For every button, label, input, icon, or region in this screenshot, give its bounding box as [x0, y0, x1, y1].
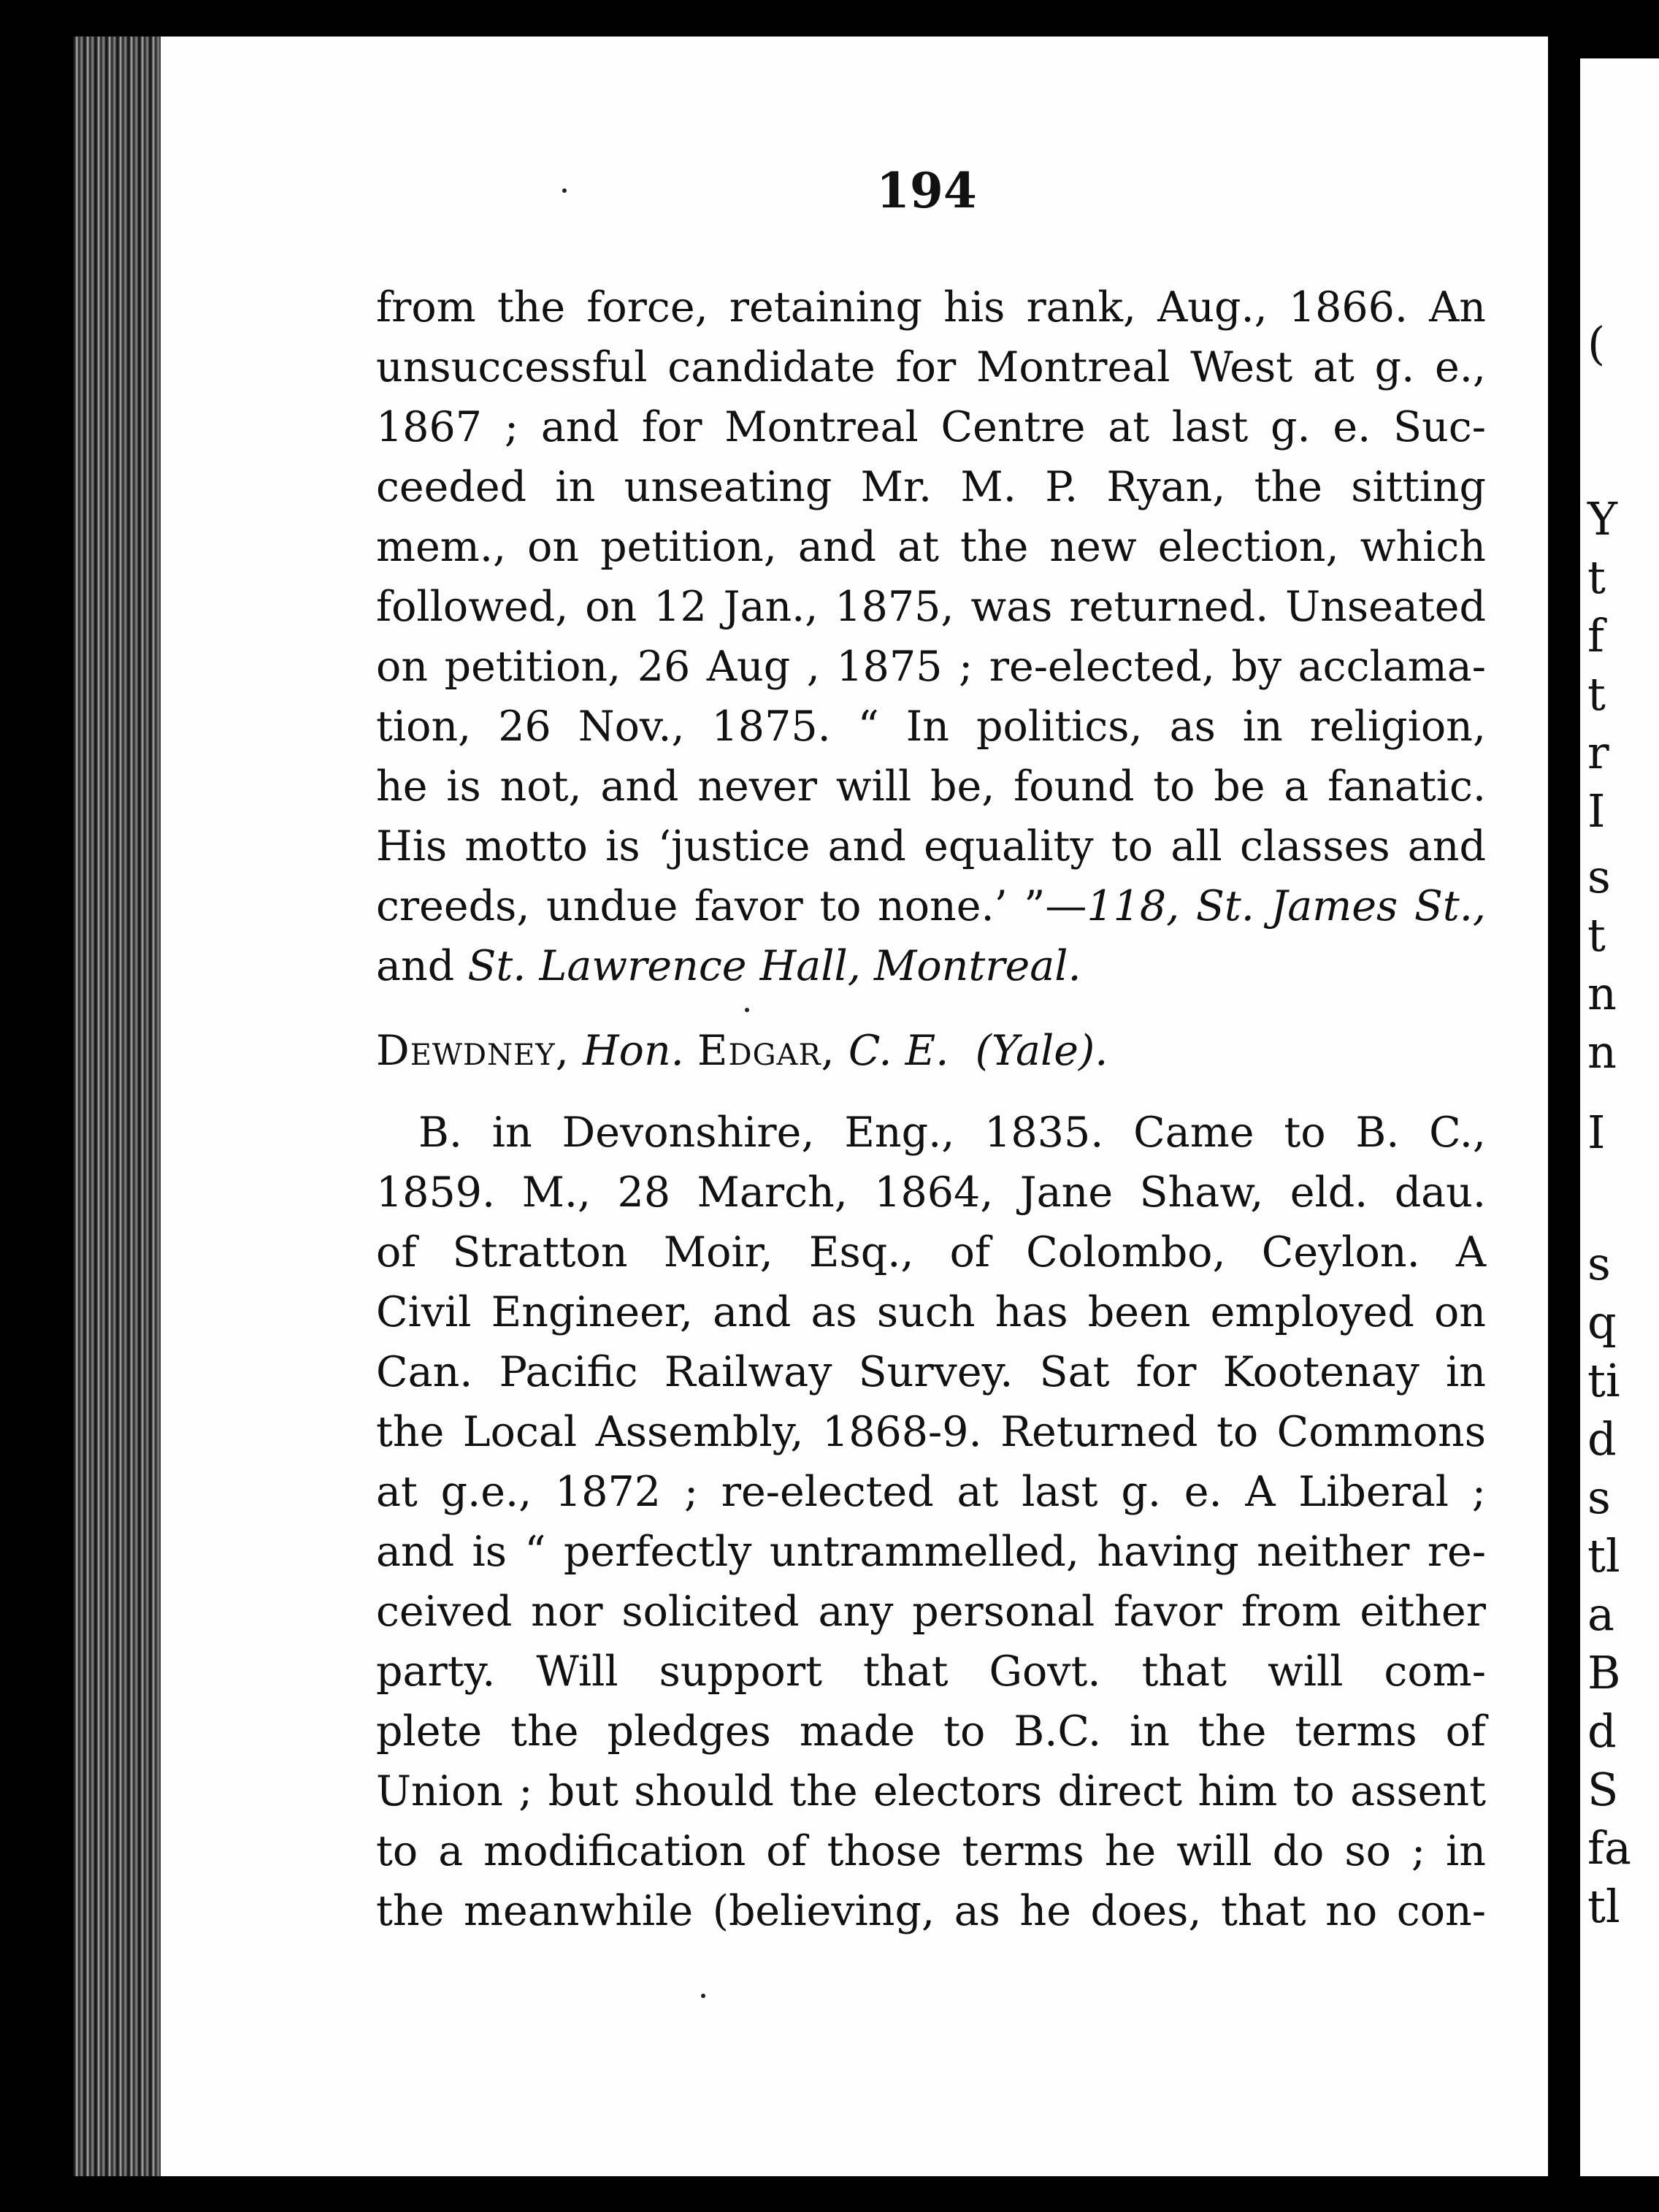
text-line: Civil Engineer, and as such has been employed on: [376, 1288, 1486, 1336]
text-line: [376, 876, 1486, 936]
adjacent-page-letter: tl: [1587, 1529, 1620, 1583]
text-line: and is “ perfectly untrammelled, having neither re-: [376, 1528, 1486, 1576]
text-line: unsuccessful candidate for Montreal West at g. e.,: [376, 343, 1486, 391]
text-line: on petition, 26 Aug , 1875 ; re-elected, by acclama-: [376, 643, 1486, 691]
text-line: His motto is ‘justice and equality to all classes and: [376, 822, 1486, 870]
text-line: he is not, and never will be, found to be a fanatic.: [376, 762, 1486, 811]
entry-surname: Dewdney,: [376, 1027, 570, 1075]
text-line: Union ; but should the electors direct him to assent: [376, 1767, 1486, 1815]
text-line: [376, 936, 1486, 996]
entry-title: Hon.: [582, 1027, 684, 1075]
text-line: the Local Assembly, 1868-9. Returned to Commons: [376, 1408, 1486, 1456]
address-plain: and: [376, 942, 468, 990]
adjacent-page-letter: I: [1587, 1106, 1606, 1159]
text-line: ceived nor solicited any personal favor from either: [376, 1588, 1486, 1636]
adjacent-page-letter: d: [1587, 1412, 1617, 1466]
text-line: to a modification of those terms he will do so ; in: [376, 1827, 1486, 1875]
page-body: [376, 278, 1486, 1941]
adjacent-page-letter: ti: [1587, 1354, 1620, 1407]
adjacent-page-letter: Y: [1587, 492, 1617, 546]
text-line: from the force, retaining his rank, Aug., 1866. An: [376, 283, 1486, 332]
text-line: tion, 26 Nov., 1875. “ In politics, as in religion,: [376, 703, 1486, 751]
adjacent-page-letter: s: [1587, 850, 1611, 903]
adjacent-page-letter: t: [1587, 551, 1606, 604]
page-number: 194: [876, 162, 977, 219]
adjacent-page-letter: S: [1587, 1763, 1619, 1816]
text-line: mem., on petition, and at the new election, which: [376, 523, 1486, 571]
adjacent-page-letter: r: [1587, 726, 1609, 779]
adjacent-page-letter: s: [1587, 1237, 1611, 1290]
text-line: ceeded in unseating Mr. M. P. Ryan, the sitting: [376, 463, 1486, 511]
text-line: plete the pledges made to B.C. in the terms of: [376, 1707, 1486, 1756]
text-line: 1867 ; and for Montreal Centre at last g. e. Suc-: [376, 403, 1486, 451]
adjacent-page-letter: n: [1587, 1025, 1617, 1079]
text-line: Can. Pacific Railway Survey. Sat for Kootenay in: [376, 1348, 1486, 1396]
adjacent-page-fragment: [1580, 58, 1659, 2176]
text-line: at g.e., 1872 ; re-elected at last g. e. A Liberal ;: [376, 1468, 1486, 1516]
text-line: 1859. M., 28 March, 1864, Jane Shaw, eld. dau.: [376, 1168, 1486, 1217]
entry-credential: C. E.: [848, 1027, 949, 1075]
text-line: followed, on 12 Jan., 1875, was returned. Unseated: [376, 583, 1486, 631]
adjacent-page-letter: f: [1587, 609, 1604, 662]
adjacent-page-letter: B: [1587, 1646, 1621, 1699]
entry-given-name: Edgar,: [697, 1027, 835, 1075]
adjacent-page-letter: n: [1587, 967, 1617, 1020]
adjacent-page-letter: d: [1587, 1704, 1617, 1758]
print-speck: [701, 1994, 705, 1998]
entry-paragraph: [376, 1103, 1486, 1941]
adjacent-page-letter: tl: [1587, 1880, 1620, 1933]
adjacent-page-letter: fa: [1587, 1821, 1631, 1875]
adjacent-page-letter: q: [1587, 1296, 1617, 1349]
text-line: B. in Devonshire, Eng., 1835. Came to B. C.,: [418, 1109, 1486, 1157]
adjacent-page-letter: t: [1587, 667, 1606, 721]
quote-text: creeds, undue favor to none.’ ”—: [376, 882, 1087, 930]
adjacent-page-letter: I: [1587, 784, 1606, 838]
adjacent-page-letter: s: [1587, 1471, 1611, 1524]
address-italic: St. Lawrence Hall, Montreal.: [467, 942, 1081, 990]
text-line: of Stratton Moir, Esq., of Colombo, Ceylon. A: [376, 1228, 1486, 1277]
text-line: the meanwhile (believing, as he does, that no con-: [376, 1887, 1486, 1935]
adjacent-page-letter: a: [1587, 1588, 1614, 1641]
address-italic: 118, St. James St.,: [1087, 882, 1487, 930]
adjacent-page-letter: (: [1587, 317, 1606, 370]
print-speck: [562, 188, 567, 193]
text-line: party. Will support that Govt. that will com-: [376, 1647, 1486, 1696]
adjacent-page-letter: t: [1587, 908, 1606, 962]
entry-party: (Yale).: [975, 1027, 1108, 1075]
entry-heading: [376, 1021, 1486, 1081]
continuation-paragraph: [376, 278, 1486, 996]
print-speck: [745, 1008, 749, 1012]
